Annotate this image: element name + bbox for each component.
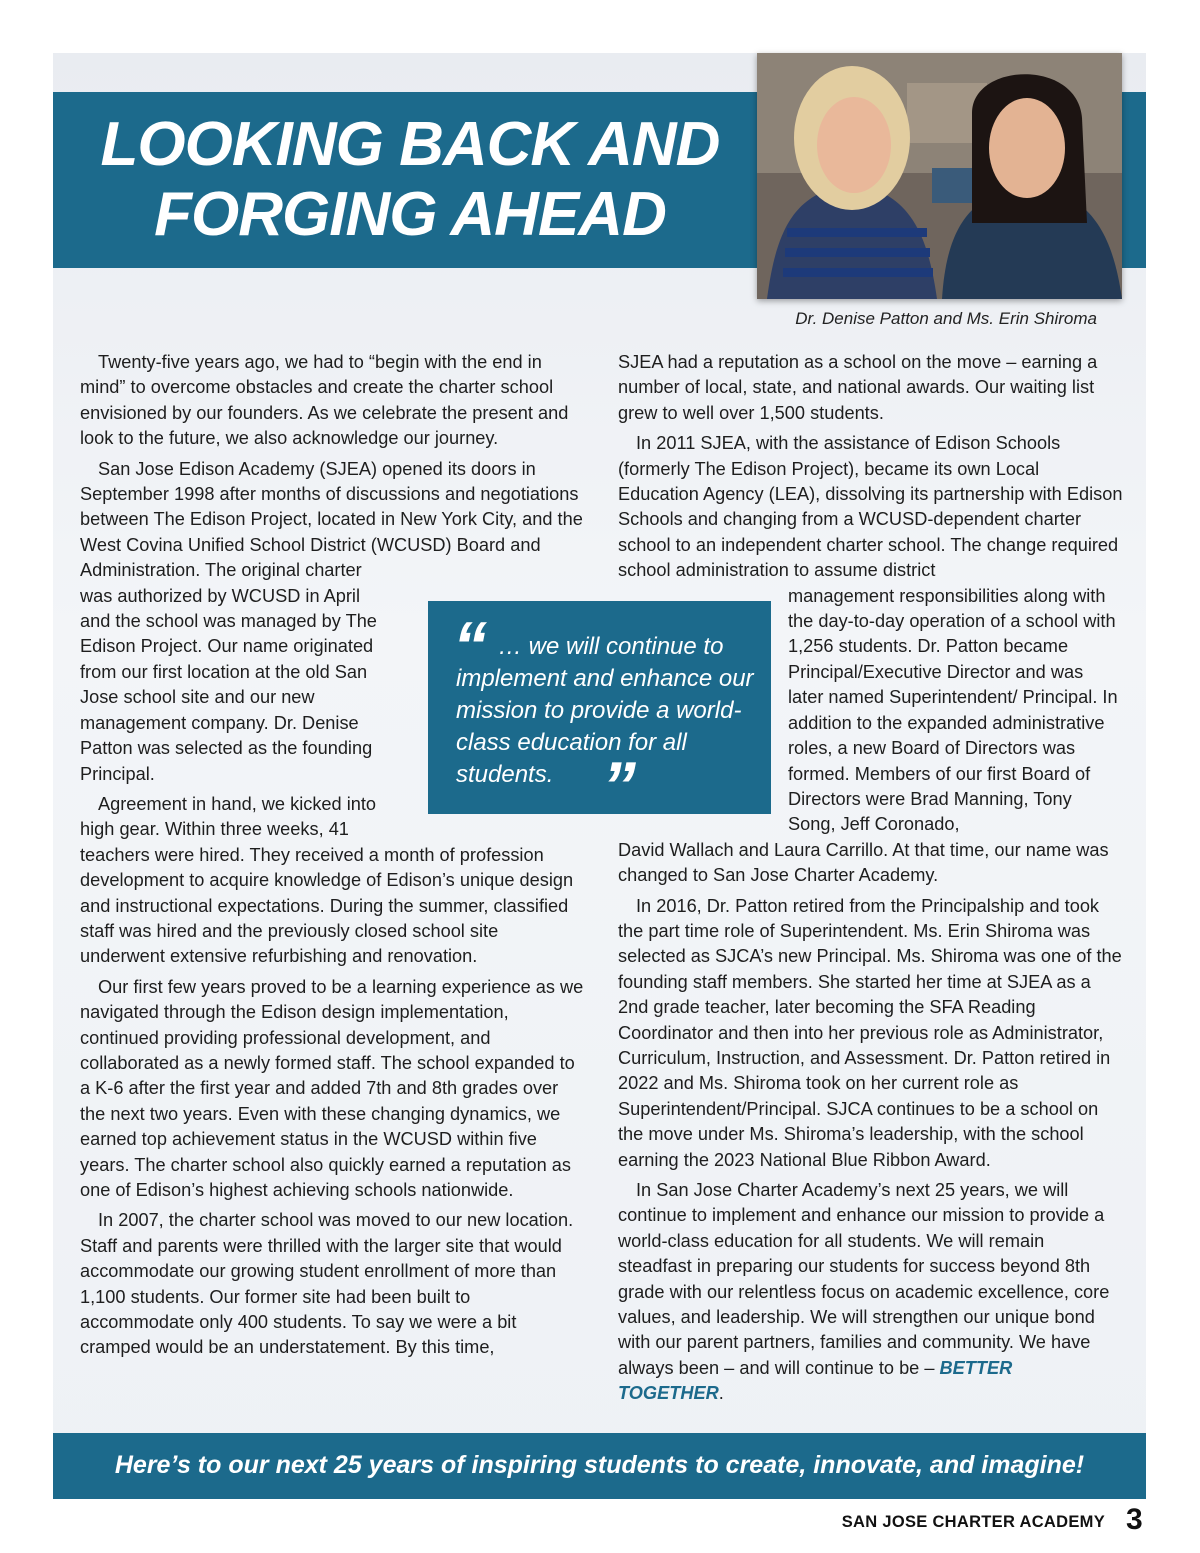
- paragraph: In 2007, the charter school was moved to our new location. Staff and parents were thrilled with the larger site that would accommodate our growing student enrollment of more than 1,100 students. Our former site had been built to accommodate only 400 students. To say we were a bit cramped would be an understatement. By this time,: [80, 1210, 574, 1358]
- article-left-column: [80, 350, 585, 1366]
- paragraph: was authorized by WCUSD in April and the school was managed by The Edison Project. Our name originated from our first location at the old San Jose school site and our new management company. Dr. Denise Patton was selected as the founding Principal.: [80, 585, 377, 784]
- paragraph: In 2016, Dr. Patton retired from the Principalship and took the part time role of Superintendent. Ms. Erin Shiroma was selected as SJCA’s new Principal. Ms. Shiroma was one of the founding staff members. She started her time at SJEA as a 2nd grade teacher, later becoming the SFA Reading Coordinator and then into her previous role as Administrator, Curriculum, Instruction, and Assessment. Dr. Patton retired in 2022 and Ms. Shiroma took on her current role as Superintendent/Principal. SJCA continues to be a school on the move under Ms. Shiroma’s leadership, with the school earning the 2023 National Blue Ribbon Award.: [618, 895, 1122, 1170]
- open-quote-icon: “: [453, 608, 487, 684]
- publication-name: SAN JOSE CHARTER ACADEMY: [841, 1513, 1105, 1531]
- closing-paragraph: [618, 1178, 1123, 1407]
- paragraph: Our first few years proved to be a learning experience as we navigated through the Edison design implementation, continued providing professional development, and collaborated as a newly formed staff. The school expanded to a K-6 after the first year and added 7th and 8th grades over the next two years. Even with these changing dynamics, we earned top achievement status in the WCUSD within five years. The charter school also quickly earned a reputation as one of Edison’s highest achieving schools nationwide.: [80, 976, 584, 1200]
- paragraph: teachers were hired. They received a month of profession development to acquire knowledge of Edison’s unique design and instructional expectations. During the summer, classified staff was hired and the previously closed school site underwent extensive refurbishing and renovation.: [80, 844, 574, 967]
- page-number: 3: [1126, 1503, 1143, 1536]
- pull-quote-body: … we will continue to implement and enhance our mission to provide a world-class education for all students.: [456, 633, 754, 788]
- paragraph: management responsibilities along with the day-to-day operation of a school with 1,256 students. Dr. Patton became Principal/Executive Director and was later named Superintendent/ Principal. In addition to the expanded administrative roles, a new Board of Directors was formed. Members of our first Board of Directors were Brad Manning, Tony Song, Jeff Coronado,: [788, 585, 1118, 835]
- paragraph: Agreement in hand, we kicked into high gear. Within three weeks, 41: [80, 793, 377, 840]
- footer-tagline: Here’s to our next 25 years of inspiring students to create, innovate, and imagine!: [114, 1451, 1085, 1479]
- close-quote-icon: ”: [602, 748, 636, 824]
- paragraph: In 2011 SJEA, with the assistance of Edison Schools (formerly The Edison Project), became its own Local Education Agency (LEA), dissolving its partnership with Edison Schools and changing from a WCUSD-dependent charter school to an independent charter school. The change required school administration to assume district: [618, 433, 1123, 581]
- better-together-highlight: BETTER TOGETHER: [618, 1357, 1013, 1404]
- page-title: LOOKING BACK AND FORGING AHEAD: [100, 110, 720, 249]
- paragraph: San Jose Edison Academy (SJEA) opened its doors in September 1998 after months of discussions and negotiations between The Edison Project, located in New York City, and the West Covina Unified School District (WCUSD) Board and Administration. The original charter: [80, 458, 583, 581]
- paragraph: David Wallach and Laura Carrillo. At that time, our name was changed to San Jose Charter Academy.: [618, 839, 1109, 886]
- paragraph-end: .: [718, 1383, 724, 1404]
- photo-caption: Dr. Denise Patton and Ms. Erin Shiroma: [795, 309, 1097, 328]
- photo-denise-patton-erin-shiroma: [757, 53, 1122, 299]
- paragraph: Twenty-five years ago, we had to “begin with the end in mind” to overcome obstacles and create the charter school envisioned by our founders. As we celebrate the present and look to the future, we also acknowledge our journey.: [80, 352, 569, 449]
- paragraph-text: In San Jose Charter Academy’s next 25 years, we will continue to implement and enhance our mission to provide a world-class education for all students. We will remain steadfast in preparing our students for success beyond 8th grade with our relentless focus on academic excellence, core values, and leadership. We will strengthen our unique bond with our parent partners, families and community. We have always been – and will continue to be –: [618, 1180, 1110, 1378]
- paragraph: SJEA had a reputation as a school on the move – earning a number of local, state, and national awards. Our waiting list grew to well over 1,500 students.: [618, 352, 1098, 423]
- article-right-column: [618, 350, 1123, 1412]
